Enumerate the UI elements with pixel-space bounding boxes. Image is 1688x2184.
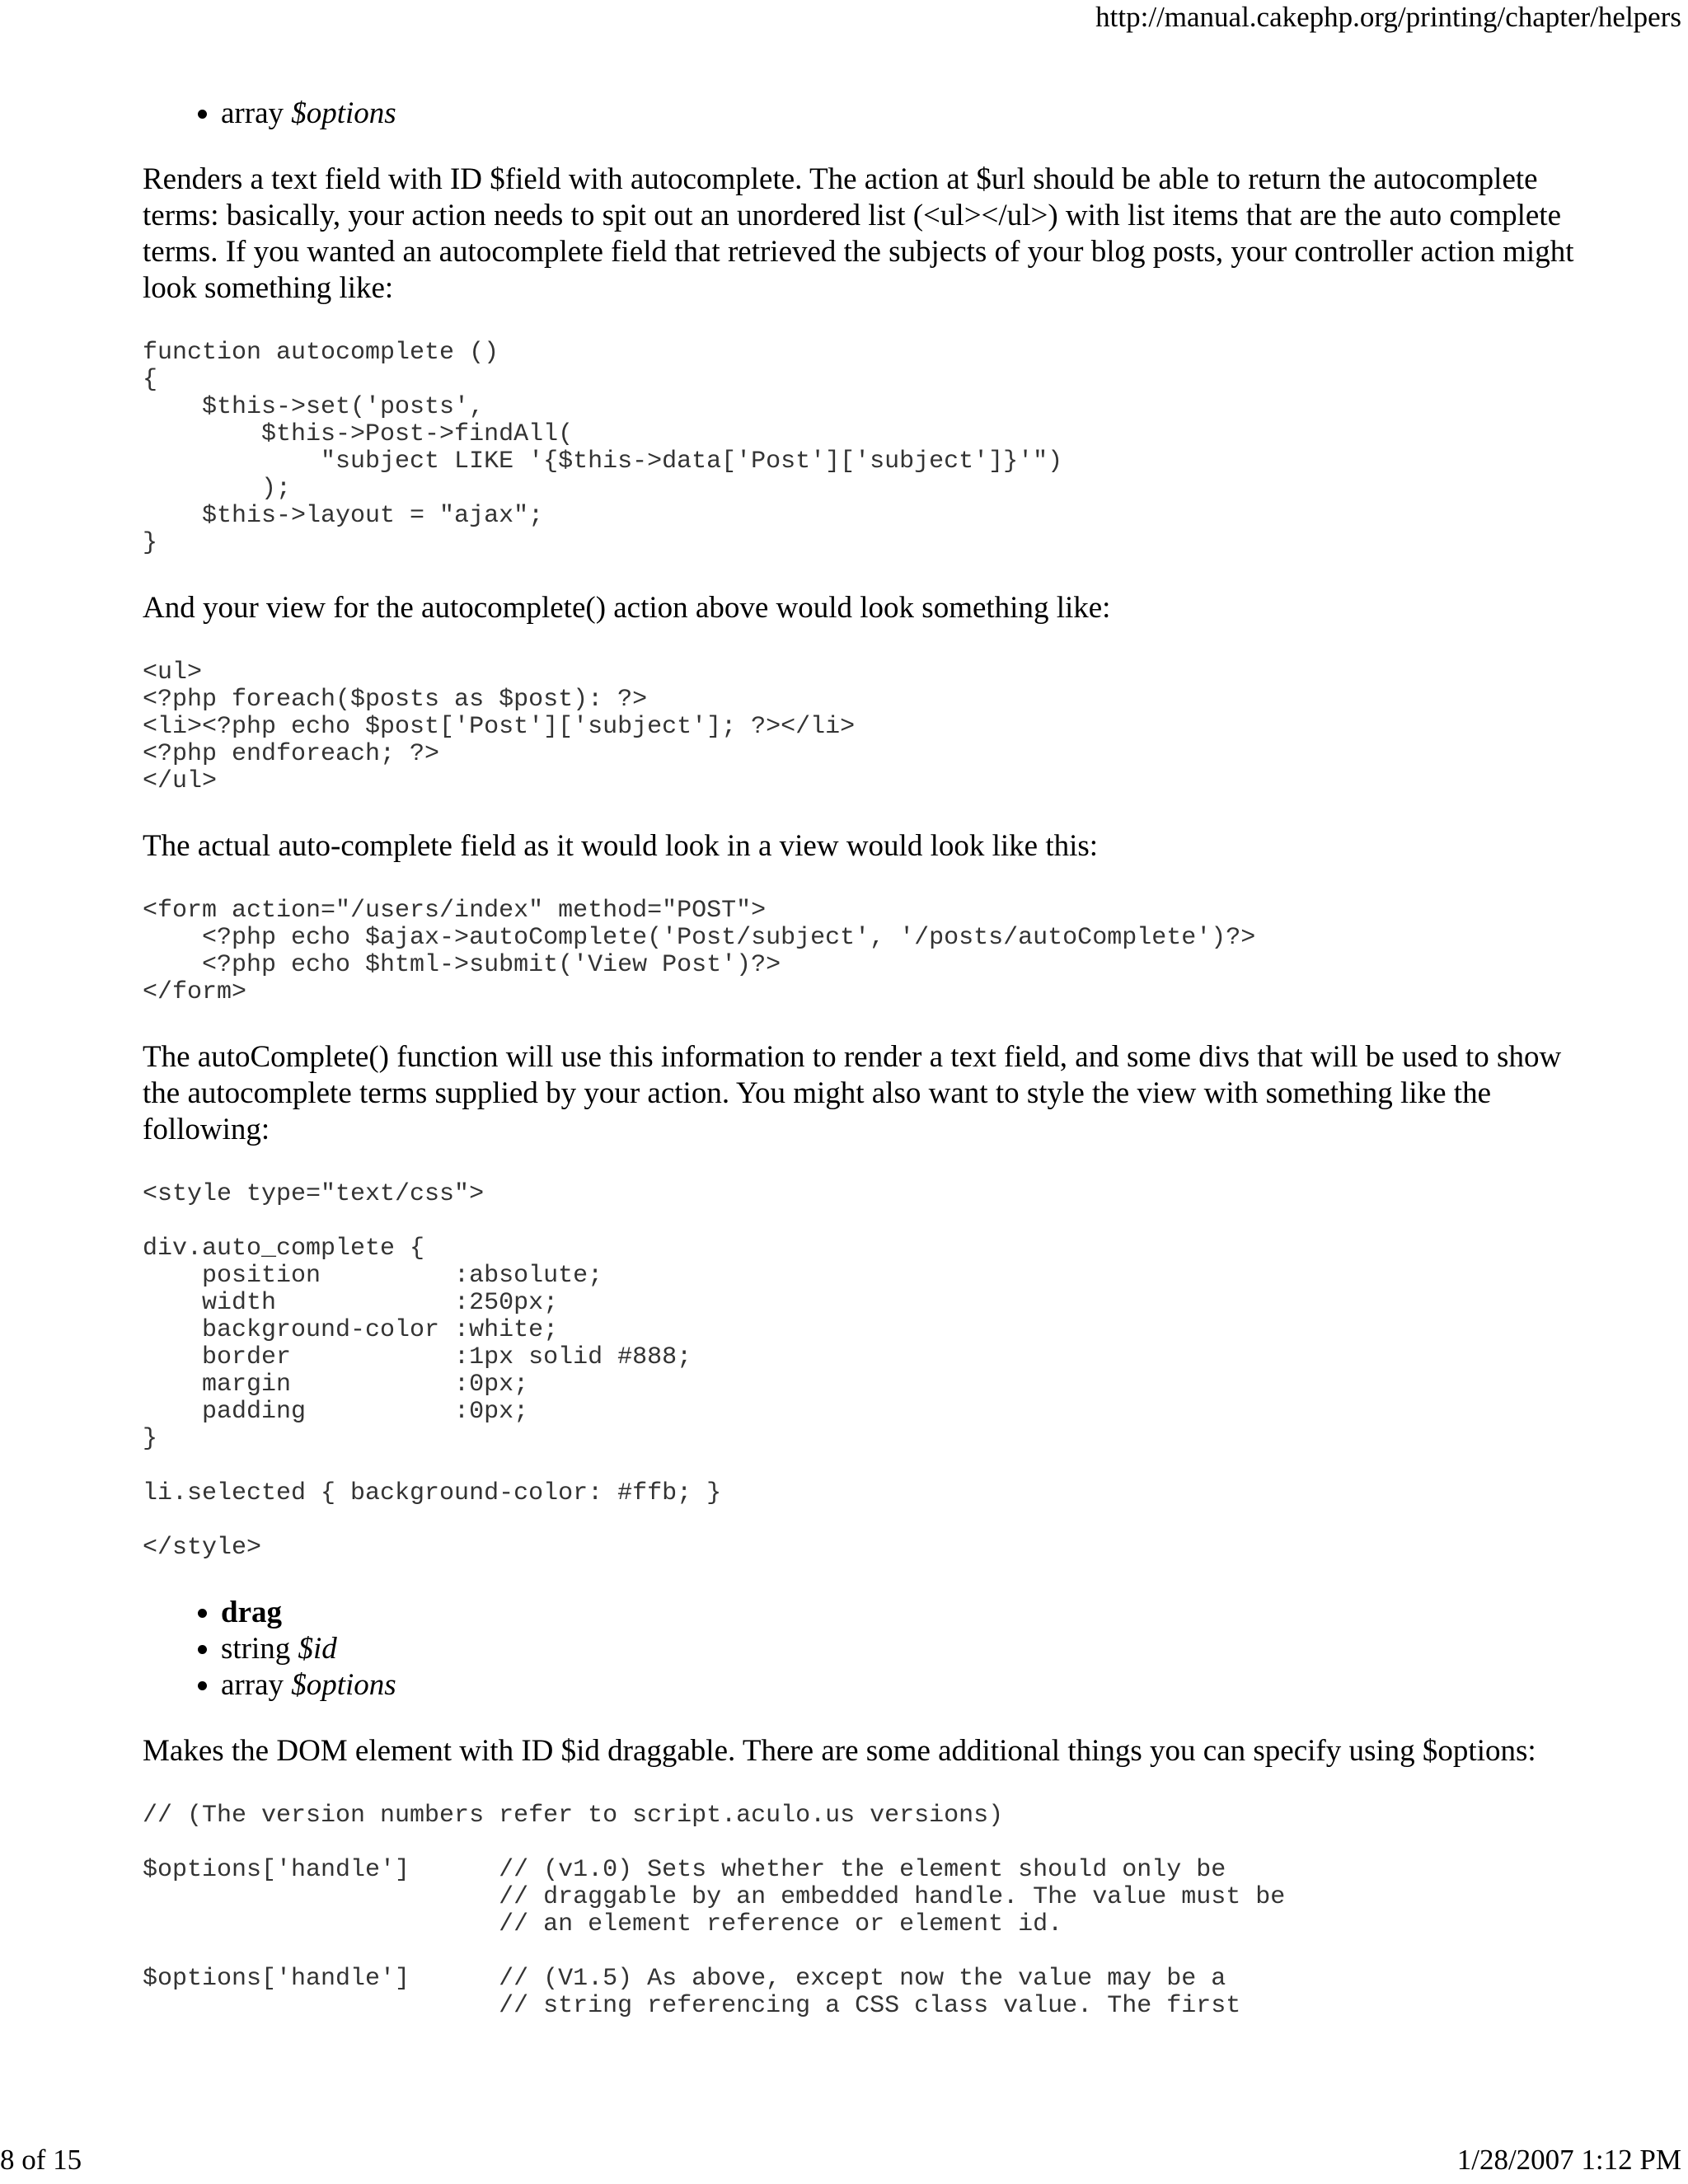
paragraph-drag-description: Makes the DOM element with ID $id draggable. There are some additional things you can specify using $options: (143, 1734, 1536, 1768)
page-number: 8 of 15 (0, 2144, 82, 2176)
param-list-drag (143, 1595, 1577, 1704)
code-block-form: <form action="/users/index" method="POST"> <?php echo $ajax->autoComplete('Post/subject', '/posts/autoComplete')?> <?php echo $html->submit('View Post')?> </form> (143, 897, 1256, 1006)
document-content (143, 96, 1577, 2053)
param-name: $options (291, 1668, 396, 1702)
param-type: array (221, 96, 284, 130)
method-name: • drag (221, 1595, 1577, 1631)
code-block-style: <style type="text/css"> div.auto_complete { position :absolute; width :250px; background-color :white; border :1px solid #888; margin :0px; padding :0px; } li.selected { background-color: #ffb; } </style> (143, 1180, 722, 1562)
paragraph-autocomplete-description: Renders a text field with ID $field with autocomplete. The action at $url should be able to return the autocomplete terms: basically, your action needs to spit out an unordered list (<ul></ul>) with list items that are the auto complete terms. If you wanted an autocomplete field that retrieved the subjects of your blog posts, your controller action might look something like: (143, 162, 1574, 305)
param-type: string (221, 1632, 291, 1666)
code-block-drag-options: // (The version numbers refer to script.aculo.us versions) $options['handle'] // (v1.0) Sets whether the element should only be // draggable by an embedded handle. The value must be // an element reference or element id. $options['handle'] // (V1.5) As above, except now the value may be a // string referencing a CSS class value. The first (143, 1802, 1286, 2020)
print-datetime: 1/28/2007 1:12 PM (1456, 2144, 1681, 2176)
param-name: $id (298, 1632, 337, 1666)
param-name: $options (291, 96, 396, 130)
list-item (221, 1631, 1577, 1667)
code-block-controller-action: function autocomplete () { $this->set('posts', $this->Post->findAll( "subject LIKE '{$this->data['Post']['subject']}'") ); $this->layout = "ajax"; } (143, 339, 1063, 557)
paragraph-view-intro: And your view for the autocomplete() action above would look something like: (143, 591, 1111, 625)
code-block-view: <ul> <?php foreach($posts as $post): ?> <li><?php echo $post['Post']['subject']; ?></li> <?php endforeach; ?> </ul> (143, 658, 856, 795)
param-list-autocomplete (143, 96, 1577, 132)
list-item (221, 96, 1577, 132)
param-type: array (221, 1668, 284, 1702)
list-item (221, 1667, 1577, 1704)
page-header-url: http://manual.cakephp.org/printing/chapter/helpers (1095, 1, 1681, 33)
paragraph-field-intro: The actual auto-complete field as it would look in a view would look like this: (143, 829, 1099, 863)
paragraph-autocomplete-function: The autoComplete() function will use this information to render a text field, and some divs that will be used to show the autocomplete terms supplied by your action. You might also want to style the view with something like the following: (143, 1040, 1562, 1146)
